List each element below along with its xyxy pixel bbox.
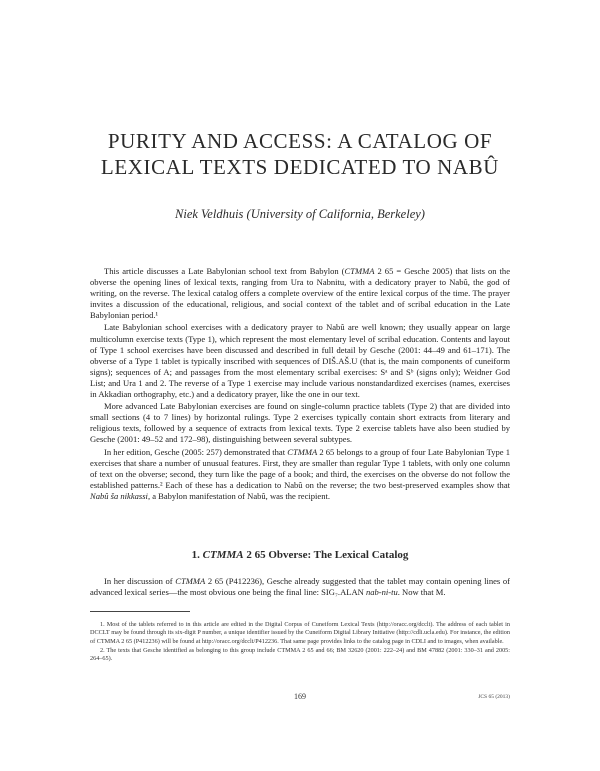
journal-reference: JCS 65 (2013) (478, 694, 510, 700)
author-line: Niek Veldhuis (University of California, Berkeley) (175, 207, 425, 221)
paragraph-1: This article discusses a Late Babylonian school text from Babylon (CTMMA 2 65 = Gesche 2005) that lists on the obverse the opening lines of lexical texts, ranging from Ura to Nabnitu, with a dedicatory prayer to Nabû, the god of writing, on the reverse. The lexical catalog offers a complete overview of the entire lexical corpus of the time. The prayer invites a discussion of the educational, religious, and social context of the tablet and of scribal education in the Late Babylonian period.¹ (90, 266, 510, 321)
section-heading: 1. CTMMA 2 65 Obverse: The Lexical Catalog (191, 549, 409, 561)
section-body (90, 576, 510, 598)
footnotes (90, 621, 510, 664)
footnote-1: 1. Most of the tablets referred to in this article are edited in the Digital Corpus of Cuneiform Lexical Texts (http://oracc.org/dcclt). The address of each tablet in DCCLT may be found through its six-digit P number, a unique identifier issued by the Cuneiform Digital Library Initiative (http://cdli.ucla.edu). For instance, the edition of CTMMA 2 65 (P412236) will be found at http://oracc.org/dcclt/P412236. That same page provides links to the catalog page in CDLI and to images, when available. (90, 621, 510, 645)
footnote-divider (90, 611, 190, 612)
intro-body (90, 266, 510, 502)
title-line-2: LEXICAL TEXTS DEDICATED TO NABÛ (100, 155, 500, 179)
title-line-1: PURITY AND ACCESS: A CATALOG OF (107, 129, 493, 153)
paragraph-2: Late Babylonian school exercises with a dedicatory prayer to Nabû are well known; they usually appear on large multicolumn exercise texts (Type 1), which represent the most elementary level of scribal education. Contents and layout of Type 1 school exercises have been discussed and described in full detail by Gesche (2001: 44–49 and 61–171). The obverse of a Type 1 tablet is typically inscribed with sequences of DIŠ.AŠ.U (that is, the main components of cuneiform signs); sequences of A; and passages from the most elementary scribal exercises: Sᵃ and Sᵇ (signs only); Weidner God List; and Ura 1 and 2. The reverse of a Type 1 exercise may include various nonstandardized exercises (names, exercises in Akkadian orthography, etc.) and a dedicatory prayer, like the one in our text. (90, 322, 510, 400)
footnote-2: 2. The texts that Gesche identified as belonging to this group include CTMMA 2 65 and 66; BM 32620 (2001: 222–24) and BM 47882 (2001: 330–31 and 2005: 264–65). (90, 646, 510, 663)
page-number: 169 (294, 692, 306, 701)
paragraph-4: In her edition, Gesche (2005: 257) demonstrated that CTMMA 2 65 belongs to a group of four Late Babylonian Type 1 exercises that share a number of unusual features. First, they are smaller than regular Type 1 tablets, with only one column of text on the obverse; second, they turn like the page of a book; and third, the exercises on the obverse do not follow the established patterns.² Each of these has a dedication to Nabû on the reverse; the two best-preserved examples show that Nabû ša nikkassi, a Babylon manifestation of Nabû, was the recipient. (90, 446, 510, 501)
article-title (0, 128, 600, 180)
paragraph-3: More advanced Late Babylonian exercises are found on single-column practice tablets (Type 2) that are divided into small sections (4 to 7 lines) by horizontal rulings. Type 2 exercises typically contain short extracts from literary and religious texts, followed by a sequence of extracts from lexical texts. Type 2 exercise tablets have also been studied by Gesche (2001: 49–52 and 172–98), distinguishing between several subtypes. (90, 401, 510, 445)
section-paragraph: In her discussion of CTMMA 2 65 (P412236), Gesche already suggested that the tablet may contain opening lines of advanced lexical series—the most obvious one being the final line: SIG₇.ALAN nab-ni-tu. Now that M. (90, 576, 510, 598)
